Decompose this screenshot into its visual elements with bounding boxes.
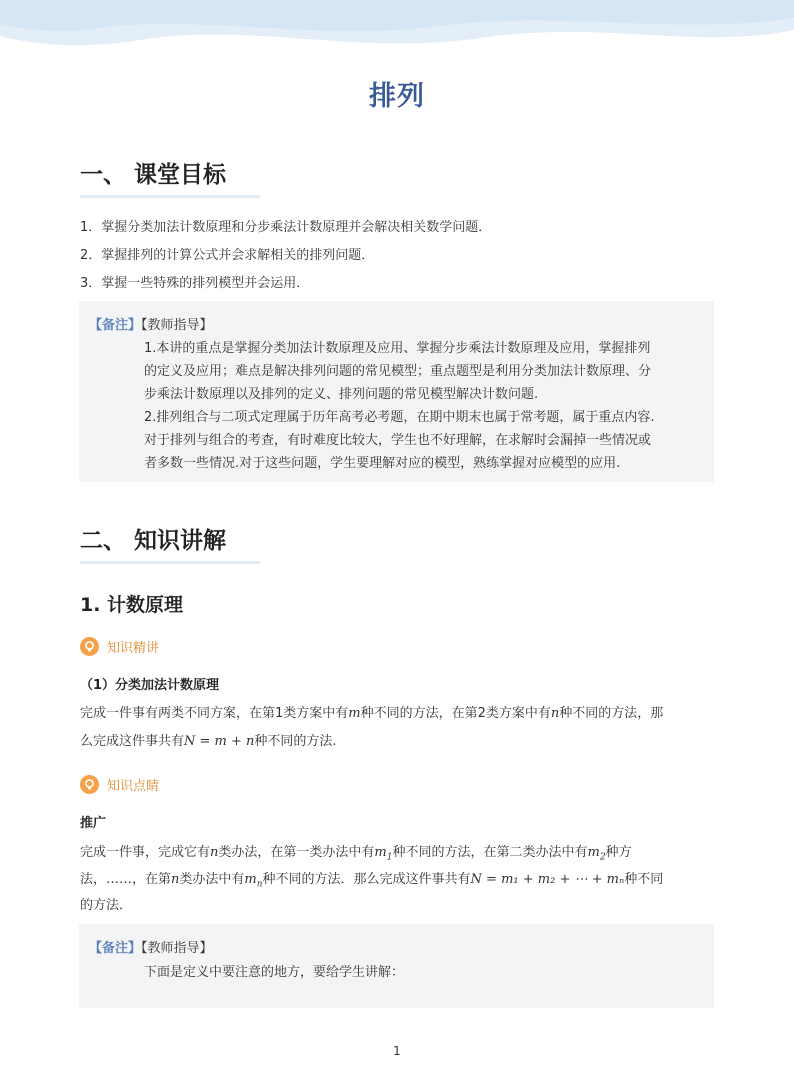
note-tag: 【备注】 [89, 318, 142, 333]
document-title: 排列 [369, 81, 425, 112]
note-line: 者多数一些情况.对于这些问题，学生要理解对应的模型，熟练掌握对应模型的应用. [144, 456, 621, 471]
section-heading-knowledge: 二、 知识讲解 [80, 528, 227, 554]
principle-title: （1）分类加法计数原理 [80, 678, 220, 693]
note-title: 【教师指导】 [141, 318, 213, 333]
lightbulb-icon [80, 775, 99, 794]
paragraph-line: 完成一件事，完成它有n类办法，在第一类办法中有$m_1$种不同的方法，在第二类办法中有$m_2$种方 [80, 845, 632, 863]
section-heading-objectives: 一、 课堂目标 [80, 162, 227, 188]
section-underline [80, 195, 260, 198]
paragraph-line: 的方法． [80, 898, 133, 913]
badge-label: 知识精讲 [107, 640, 160, 656]
note-line: 1.本讲的重点是掌握分类加法计数原理及应用、掌握分步乘法计数原理及应用，掌握排列 [144, 341, 651, 356]
teacher-note-box [79, 924, 714, 1008]
formula: N = m₁ + m₂ + ⋯ + mₙ [470, 872, 625, 887]
teacher-note-box [79, 301, 714, 482]
formula: N = m + n [184, 734, 255, 749]
badge-label: 知识点睛 [107, 778, 160, 794]
knowledge-badge [80, 636, 159, 656]
section-underline [80, 561, 260, 564]
subheading-counting-principle: 1. 计数原理 [80, 594, 184, 616]
note-header [89, 937, 213, 956]
paragraph-line: 法，……，在第n类办法中有$m_n$种不同的方法．那么完成这件事共有N = m₁ + m₂ + ⋯ + mₙ种不同 [80, 872, 664, 890]
note-line: 下面是定义中要注意的地方，要给学生讲解： [144, 965, 405, 980]
lightbulb-icon [80, 637, 99, 656]
goal-item: 2．掌握排列的计算公式并会求解相关的排列问题． [80, 248, 375, 263]
knowledge-badge [80, 774, 159, 794]
note-header [89, 314, 213, 333]
note-line: 对于排列与组合的考查，有时难度比较大，学生也不好理解，在求解时会漏掉一些情况或 [144, 433, 652, 448]
note-line: 的定义及应用；难点是解决排列问题的常见模型；重点题型是利用分类加法计数原理、分 [144, 364, 652, 379]
note-line: 步乘法计数原理以及排列的定义、排列问题的常见模型解决计数问题. [144, 387, 539, 402]
note-tag: 【备注】 [89, 941, 142, 956]
page-number: 1 [393, 1044, 401, 1058]
generalization-title: 推广 [80, 816, 107, 831]
note-title: 【教师指导】 [141, 941, 213, 956]
header-wave-decoration [0, 0, 794, 62]
note-line: 2.排列组合与二项式定理属于历年高考必考题，在期中期末也属于常考题，属于重点内容. [144, 410, 655, 425]
paragraph-line: 么完成这件事共有N = m + n种不同的方法. [80, 734, 337, 749]
goal-item: 3．掌握一些特殊的排列模型并会运用． [80, 276, 310, 291]
paragraph-line: 完成一件事有两类不同方案，在第1类方案中有m种不同的方法，在第2类方案中有n种不同的方法，那 [80, 706, 664, 721]
goal-item: 1．掌握分类加法计数原理和分步乘法计数原理并会解决相关数学问题． [80, 220, 492, 235]
